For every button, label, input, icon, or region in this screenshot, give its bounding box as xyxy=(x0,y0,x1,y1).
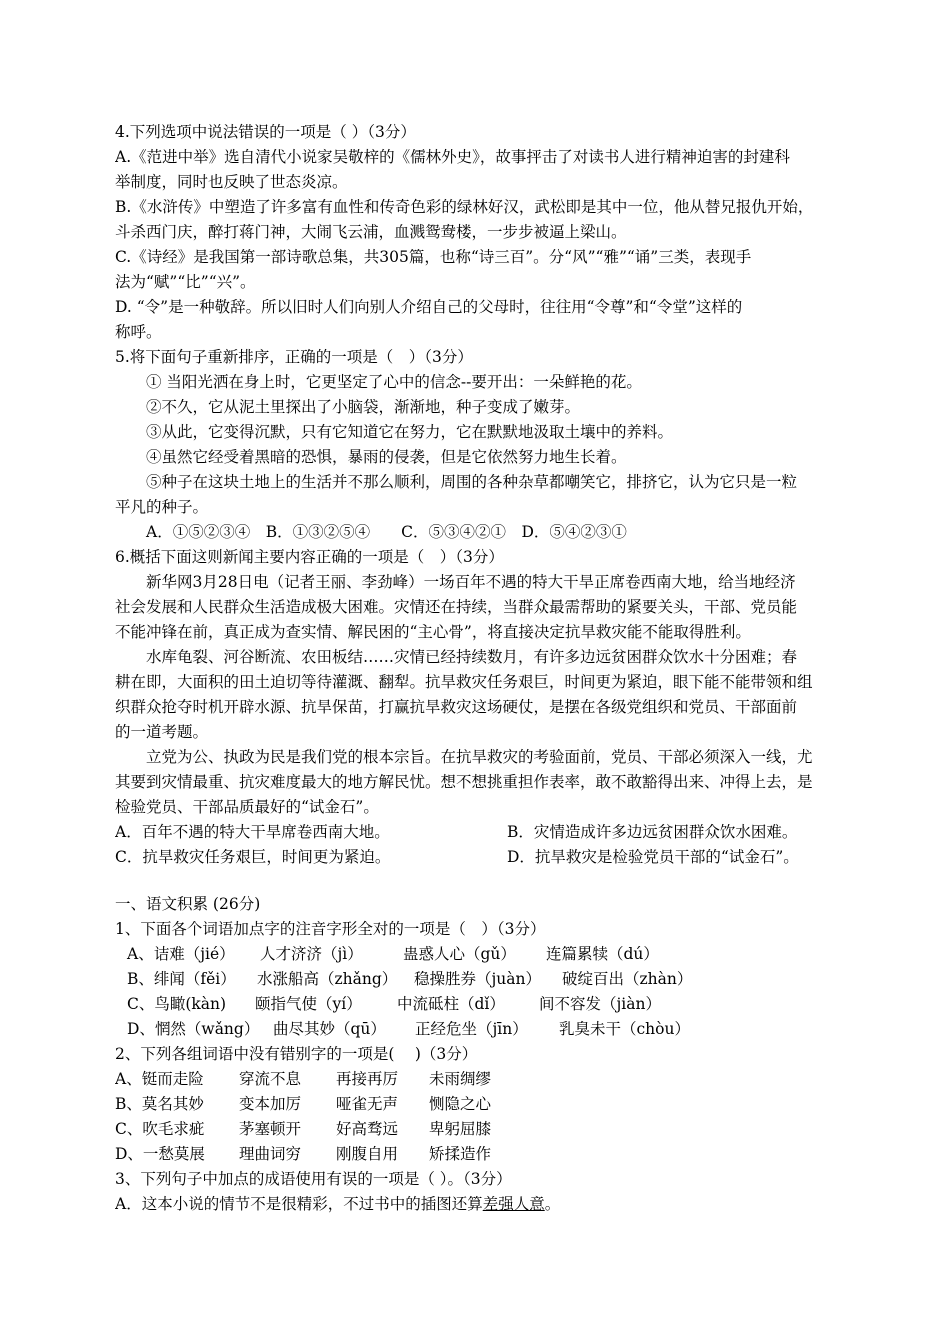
s1-q1-cell: 中流砥柱（dǐ） xyxy=(397,995,505,1013)
q5-options: A．①⑤②③④ B．①③②⑤④ C．⑤③④②① D．⑤④②③① xyxy=(146,523,627,541)
q4-line: B.《水浒传》中塑造了许多富有血性和传奇色彩的绿林好汉，武松即是其中一位，他从替兄报仇开始， xyxy=(115,198,814,216)
q6-news-line: 新华网3月28日电（记者王丽、李劲峰）一场百年不遇的特大干旱正席卷西南大地，给当地经济 xyxy=(146,573,796,591)
s1-q2-cell: D、一愁莫展 xyxy=(115,1145,205,1163)
q6-options-row xyxy=(115,845,840,870)
q5-sentence-cont: 平凡的种子。 xyxy=(115,498,209,516)
q4-line: D. “令”是一种敬辞。所以旧时人们向别人介绍自己的父母时，往往用“令尊”和“令堂”这样的 xyxy=(115,298,743,316)
q4-line: A.《范进中举》选自清代小说家吴敬梓的《儒林外史》，故事抨击了对读书人进行精神迫害的封建科 xyxy=(115,148,790,166)
s1-q3-stem: 3、下列句子中加点的成语使用有误的一项是（ ）。（3分） xyxy=(115,1170,512,1188)
section-title: 一、语文积累 (26分) xyxy=(115,895,261,913)
q5-sentence: ① 当阳光洒在身上时，它更坚定了心中的信念--要开出：一朵鲜艳的花。 xyxy=(146,373,642,391)
s1-q1-cell: 蛊惑人心（gǔ） xyxy=(403,945,516,963)
s1-q2-cell: 刚腹自用 xyxy=(336,1145,399,1163)
s1-q2-row xyxy=(115,1142,840,1167)
s1-q2-cell: 未雨绸缪 xyxy=(429,1070,492,1088)
s1-q1-cell: 正经危坐（jīn） xyxy=(415,1020,528,1038)
q6-news-line: 的一道考题。 xyxy=(115,723,209,741)
q6-option-d: D．抗旱救灾是检验党员干部的“试金石”。 xyxy=(507,848,799,866)
q6-news-line: 其要到灾情最重、抗灾难度最大的地方解民忧。想不想挑重担作表率，敢不敢豁得出来、冲得上去，是 xyxy=(115,773,813,791)
s1-q1-cell: 乳臭未干（chòu） xyxy=(559,1020,690,1038)
q6-news-line: 立党为公、执政为民是我们党的根本宗旨。在抗旱救灾的考验面前，党员、干部必须深入一线，尤 xyxy=(146,748,813,766)
q4-line: 斗杀西门庆，醉打蒋门神，大闹飞云浦，血溅鸳鸯楼，一步步被逼上梁山。 xyxy=(115,223,627,241)
s1-q3-a-end: 。 xyxy=(544,1195,561,1213)
s1-q1-row xyxy=(115,942,840,967)
q6-news-line: 耕在即，大面积的田土迫切等待灌溉、翻犁。抗旱救灾任务艰巨，时间更为紧迫，眼下能不能带领和组 xyxy=(115,673,813,691)
s1-q2-cell: 再接再厉 xyxy=(336,1070,399,1088)
q6-options-row xyxy=(115,820,840,845)
s1-q2-stem: 2、下列各组词语中没有错别字的一项是( )（3分） xyxy=(115,1045,478,1063)
section-gap xyxy=(115,870,840,892)
s1-q2-cell: 恻隐之心 xyxy=(429,1095,492,1113)
s1-q2-cell: 卑躬屈膝 xyxy=(429,1120,492,1138)
q6-news-line: 水库龟裂、河谷断流、农田板结……灾情已经持续数月，有许多边远贫困群众饮水十分困难；春 xyxy=(146,648,798,666)
s1-q2-cell: 矫揉造作 xyxy=(429,1145,492,1163)
s1-q2-cell: 穿流不息 xyxy=(239,1070,302,1088)
s1-q1-cell: 破绽百出（zhàn） xyxy=(562,970,693,988)
q6-news-line: 不能冲锋在前，真正成为查实情、解民困的“主心骨”，将直接决定抗旱救灾能不能取得胜利。 xyxy=(115,623,751,641)
s1-q2-cell: 茅塞顿开 xyxy=(239,1120,302,1138)
s1-q2-cell: 哑雀无声 xyxy=(336,1095,399,1113)
s1-q2-cell: 理曲词穷 xyxy=(239,1145,302,1163)
q4-stem: 4.下列选项中说法错误的一项是（ ）（3分） xyxy=(115,123,416,141)
q5-sentence: ③从此，它变得沉默，只有它知道它在努力，它在默默地汲取土壤中的养料。 xyxy=(146,423,674,441)
s1-q2-cell: C、吹毛求疵 xyxy=(115,1120,205,1138)
q4-line: 称呼。 xyxy=(115,323,162,341)
q5-sentence: ④虽然它经受着黑暗的恐惧，暴雨的侵袭，但是它依然努力地生长着。 xyxy=(146,448,627,466)
s1-q2-cell: B、莫名其妙 xyxy=(115,1095,204,1113)
s1-q1-cell: 稳操胜券（juàn） xyxy=(414,970,542,988)
q5-stem: 5.将下面句子重新排序，正确的一项是（ ）（3分） xyxy=(115,348,473,366)
s1-q2-cell: A、铤而走险 xyxy=(115,1070,204,1088)
s1-q1-cell: A、诘难（jié） xyxy=(127,945,235,963)
q6-option-c: C．抗旱救灾任务艰巨，时间更为紧迫。 xyxy=(115,848,391,866)
s1-q1-row xyxy=(115,1017,840,1042)
q4-line: C.《诗经》是我国第一部诗歌总集，共305篇，也称“诗三百”。分“风”“雅”“诵”三类，表现手 xyxy=(115,248,752,266)
q5-sentence: ⑤种子在这块土地上的生活并不那么顺利，周围的各种杂草都嘲笑它，排挤它，认为它只是一粒 xyxy=(146,473,798,491)
s1-q1-cell: C、鸟瞰(kàn) xyxy=(127,995,227,1013)
s1-q3-a-text: A．这本小说的情节不是很精彩，不过书中的插图还算 xyxy=(115,1195,483,1213)
s1-q1-cell: 曲尽其妙（qū） xyxy=(273,1020,386,1038)
s1-q2-row xyxy=(115,1092,840,1117)
s1-q1-cell: 连篇累犊（dú） xyxy=(546,945,659,963)
q6-option-a: A．百年不遇的特大干旱席卷西南大地。 xyxy=(115,823,390,841)
s1-q1-cell: D、惘然（wǎng） xyxy=(127,1020,260,1038)
s1-q2-row xyxy=(115,1117,840,1142)
exam-page xyxy=(115,120,840,1217)
s1-q2-cell: 变本加厉 xyxy=(239,1095,302,1113)
s1-q2-cell: 好高骛远 xyxy=(336,1120,399,1138)
s1-q3-option-a xyxy=(115,1192,840,1217)
q6-stem: 6.概括下面这则新闻主要内容正确的一项是（ ）（3分） xyxy=(115,548,504,566)
s1-q1-cell: 间不容发（jiàn） xyxy=(539,995,661,1013)
s1-q1-row xyxy=(115,967,840,992)
s1-q1-cell: B、绯闻（fěi） xyxy=(127,970,236,988)
s1-q1-stem: 1、下面各个词语加点字的注音字形全对的一项是（ ）（3分） xyxy=(115,920,546,938)
s1-q3-a-idiom: 差强人意 xyxy=(482,1195,545,1213)
q6-news-line: 社会发展和人民群众生活造成极大困难。灾情还在持续，当群众最需帮助的紧要关头，干部、党员能 xyxy=(115,598,798,616)
q6-news-line: 检验党员、干部品质最好的“试金石”。 xyxy=(115,798,379,816)
s1-q1-row xyxy=(115,992,840,1017)
q6-option-b: B．灾情造成许多边远贫困群众饮水困难。 xyxy=(507,823,798,841)
q4-line: 法为“赋”“比”“兴”。 xyxy=(115,273,256,291)
s1-q1-cell: 颐指气使（yí） xyxy=(255,995,362,1013)
s1-q1-cell: 人才济济（jì） xyxy=(260,945,363,963)
s1-q1-cell: 水涨船高（zhǎng） xyxy=(257,970,398,988)
s1-q2-row xyxy=(115,1067,840,1092)
q4-line: 举制度，同时也反映了世态炎凉。 xyxy=(115,173,348,191)
q5-sentence: ②不久，它从泥土里探出了小脑袋，渐渐地，种子变成了嫩芽。 xyxy=(146,398,581,416)
q6-news-line: 织群众抢夺时机开辟水源、抗旱保苗，打赢抗旱救灾这场硬仗，是摆在各级党组织和党员、干部面前 xyxy=(115,698,798,716)
